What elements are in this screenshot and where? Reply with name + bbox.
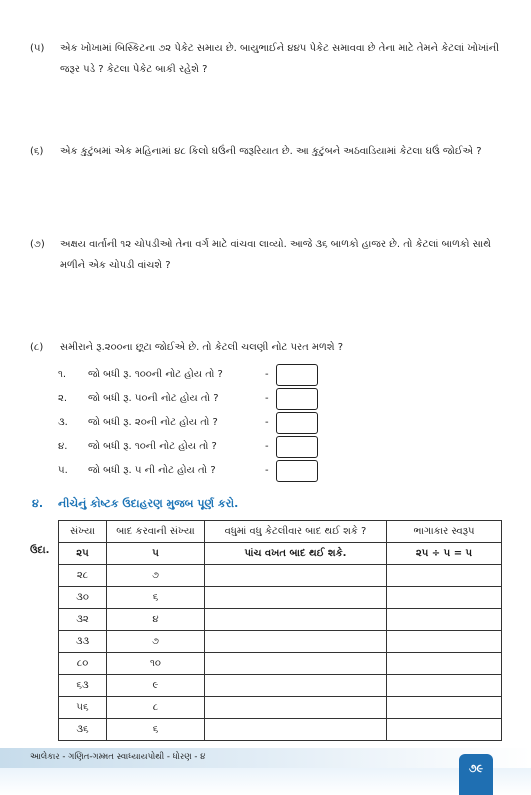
sub-question-number: ૧. <box>58 369 67 380</box>
dash: - <box>265 465 269 476</box>
question-8 <box>30 337 502 358</box>
table-row <box>59 653 502 675</box>
example-label: ઉદા. <box>30 545 50 556</box>
answer-cell[interactable] <box>205 653 387 675</box>
table-header-row <box>59 521 502 543</box>
table-cell: ૩૩ <box>59 631 107 653</box>
answer-box[interactable] <box>276 412 318 434</box>
answer-cell[interactable] <box>387 565 502 587</box>
table-row <box>59 587 502 609</box>
header-number: સંખ્યા <box>59 521 107 543</box>
section-heading <box>32 497 238 511</box>
question-text: એક ખોખામાં બિસ્કિટના ૭૨ પેકેટ સમાય છે. બાયુભાઈને ૪૪૫ પેકેટ સમાવવા છે તેના માટે તેમને કેટલાં ખોખાંની જરૂર પડે ? કેટલા પેકેટ બાકી રહેશે ? <box>60 43 500 75</box>
page-footer <box>0 748 531 795</box>
dash: - <box>265 441 269 452</box>
table-cell: ૨૮ <box>59 565 107 587</box>
exercise-table <box>58 520 502 741</box>
sub-question-number: ૨. <box>58 393 68 404</box>
header-subtract: બાદ કરવાની સંખ્યા <box>107 521 205 543</box>
question-6 <box>30 141 502 162</box>
table-cell: ૭ <box>107 631 205 653</box>
table-cell: ૭ <box>107 565 205 587</box>
footer-text: આલેકાર - ગણિત-ગમ્મત સ્વાધ્યાયપોથી - ધોરણ - ૪ <box>30 752 206 762</box>
table-cell: ૬ <box>107 719 205 741</box>
table-cell: ૧૦ <box>107 653 205 675</box>
dash: - <box>265 417 269 428</box>
answer-cell[interactable] <box>387 697 502 719</box>
section-number: ૪. <box>32 497 43 510</box>
table-cell: ૯ <box>107 675 205 697</box>
table-cell: ૨૫ ÷ ૫ = ૫ <box>387 543 502 565</box>
footer-wave <box>0 764 531 795</box>
answer-cell[interactable] <box>205 719 387 741</box>
question-number: (૬) <box>30 146 44 157</box>
sub-question-text: જો બધી રૂ. ૫૦ની નોટ હોય તો ? <box>88 393 219 404</box>
table-row <box>59 565 502 587</box>
table-row <box>59 631 502 653</box>
table-cell: પાંચ વખત બાદ થઈ શકે. <box>205 543 387 565</box>
page-number: ૭૯ <box>459 754 493 795</box>
sub-question-number: ૫. <box>58 465 68 476</box>
question-text: સમીરાને રૂ.૨૦૦ના છૂટા જોઈએ છે. તો કેટલી ચલણી નોટ પરત મળશે ? <box>60 342 344 353</box>
question-text: અક્ષય વાર્તાની ૧૨ ચોપડીઓ તેના વર્ગ માટે વાંચવા લાવ્યો. આજે ૩૬ બાળકો હાજર છે. તો કેટલાં બાળકો સાથે મળીને એક ચોપડી વાંચશે ? <box>60 239 491 271</box>
question-number: (૫) <box>30 43 45 54</box>
table-cell: ૨૫ <box>59 543 107 565</box>
sub-question <box>58 387 378 411</box>
table-cell: ૮ <box>107 697 205 719</box>
table-cell: ૮૦ <box>59 653 107 675</box>
question-text: એક કુટુંબમાં એક મહિનામાં ૪૮ કિલો ઘઉંની જરૂરિયાત છે. આ કુટુંબને અઠવાડિયામાં કેટલા ઘઉં જોઈએ ? <box>60 146 482 157</box>
answer-cell[interactable] <box>387 675 502 697</box>
table-cell: ૬૩ <box>59 675 107 697</box>
answer-cell[interactable] <box>387 587 502 609</box>
sub-question-text: જો બધી રૂ. ૧૦ની નોટ હોય તો ? <box>88 441 217 452</box>
sub-question <box>58 411 378 435</box>
question-5 <box>30 38 502 80</box>
dash: - <box>265 393 269 404</box>
answer-box[interactable] <box>276 436 318 458</box>
sub-question <box>58 363 378 387</box>
sub-question-text: જો બધી રૂ. ૫ ની નોટ હોય તો ? <box>88 465 216 476</box>
sub-question-number: ૩. <box>58 417 68 428</box>
table-cell: ૬ <box>107 587 205 609</box>
header-max-times: વધુમાં વધુ કેટલીવાર બાદ થઈ શકે ? <box>205 521 387 543</box>
answer-cell[interactable] <box>205 631 387 653</box>
table-cell: ૫ <box>107 543 205 565</box>
section-title: નીચેનું કોષ્ટક ઉદાહરણ મુજબ પૂર્ણ કરો. <box>58 497 239 510</box>
table-cell: ૪ <box>107 609 205 631</box>
answer-cell[interactable] <box>205 697 387 719</box>
answer-cell[interactable] <box>205 675 387 697</box>
example-row <box>59 543 502 565</box>
table-cell: ૩૦ <box>59 587 107 609</box>
question-number: (૮) <box>30 342 44 353</box>
answer-cell[interactable] <box>205 565 387 587</box>
answer-cell[interactable] <box>387 653 502 675</box>
answer-box[interactable] <box>276 364 318 386</box>
dash: - <box>265 369 269 380</box>
table-row <box>59 719 502 741</box>
sub-question-text: જો બધી રૂ. ૨૦ની નોટ હોય તો ? <box>88 417 218 428</box>
answer-cell[interactable] <box>205 609 387 631</box>
sub-question-text: જો બધી રૂ. ૧૦૦ની નોટ હોય તો ? <box>88 369 223 380</box>
sub-question-list <box>58 363 378 483</box>
table-row <box>59 675 502 697</box>
answer-box[interactable] <box>276 388 318 410</box>
sub-question <box>58 435 378 459</box>
question-number: (૭) <box>30 239 45 250</box>
question-7 <box>30 234 502 276</box>
table-cell: ૩૬ <box>59 719 107 741</box>
answer-cell[interactable] <box>387 631 502 653</box>
answer-cell[interactable] <box>205 587 387 609</box>
sub-question-number: ૪. <box>58 441 68 452</box>
answer-box[interactable] <box>276 460 318 482</box>
sub-question <box>58 459 378 483</box>
table-row <box>59 609 502 631</box>
table-row <box>59 697 502 719</box>
header-division-form: ભાગાકાર સ્વરૂપ <box>387 521 502 543</box>
table-cell: ૫૬ <box>59 697 107 719</box>
answer-cell[interactable] <box>387 719 502 741</box>
answer-cell[interactable] <box>387 609 502 631</box>
table-cell: ૩૨ <box>59 609 107 631</box>
